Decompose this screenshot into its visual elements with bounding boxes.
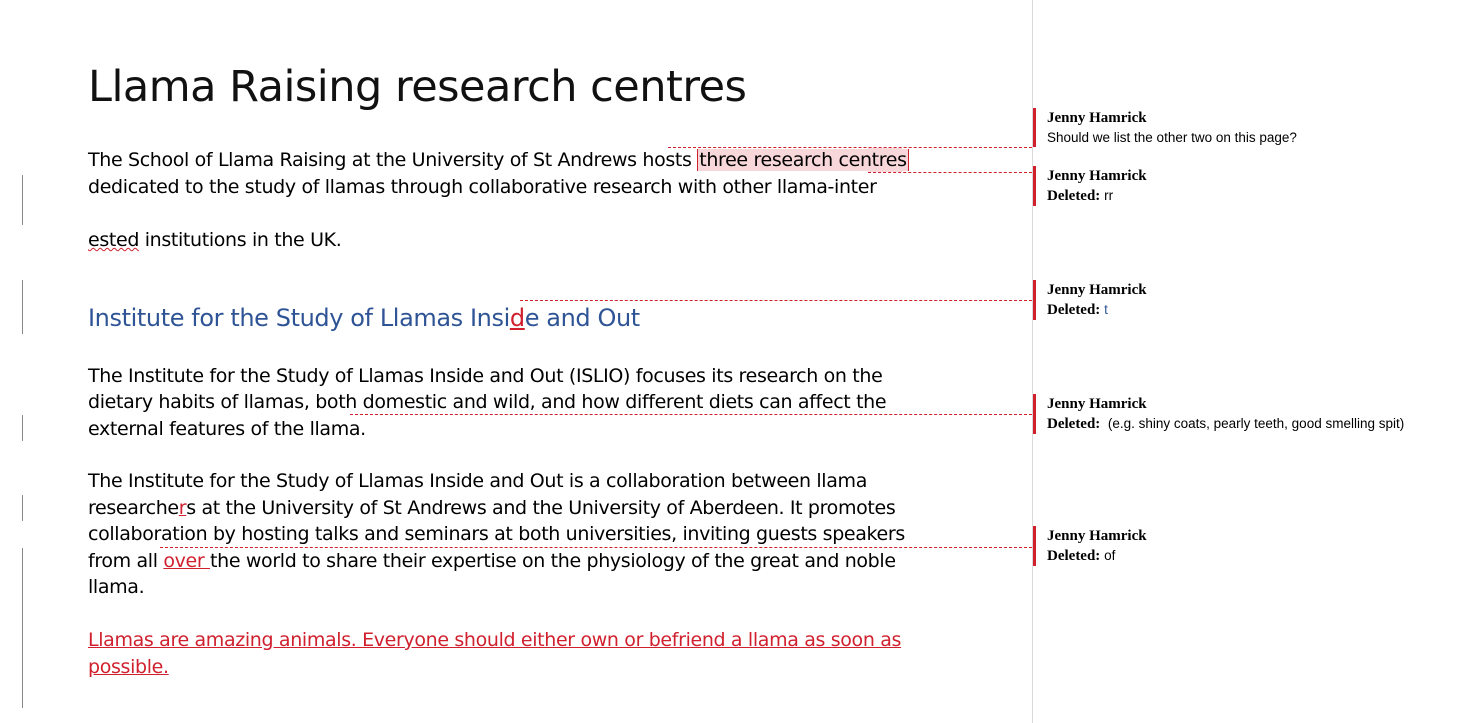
text-run: the world to share their expertise on the physiology of the great and noble <box>210 550 896 572</box>
text-run: The School of Llama Raising at the University of St Andrews hosts <box>88 149 698 171</box>
deleted-text: (e.g. shiny coats, pearly teeth, good smelling spit) <box>1104 416 1405 431</box>
text-run: researche <box>88 497 179 519</box>
revision-balloon[interactable] <box>1033 166 1147 206</box>
text-run: from all <box>88 550 164 572</box>
paragraph-line[interactable]: dietary habits of llamas, both domestic and wild, and how different diets can affect the <box>88 391 887 413</box>
paragraph-line[interactable] <box>88 548 896 574</box>
comment-balloon[interactable] <box>1033 108 1297 147</box>
change-bar <box>22 495 23 521</box>
paragraph-line[interactable] <box>88 227 341 253</box>
revision-balloon[interactable] <box>1033 280 1147 320</box>
paragraph-line[interactable] <box>88 147 909 173</box>
revision-balloon[interactable] <box>1033 394 1404 434</box>
paragraph-line[interactable]: dedicated to the study of llamas through collaborative research with other llama-inter <box>88 176 877 198</box>
paragraph-line[interactable]: external features of the llama. <box>88 418 366 440</box>
inserted-paragraph-line[interactable]: possible. <box>88 656 169 678</box>
revision-balloon[interactable] <box>1033 526 1147 566</box>
balloon-author: Jenny Hamrick <box>1047 528 1147 544</box>
balloon-author: Jenny Hamrick <box>1047 282 1147 298</box>
balloon-leader-line <box>520 300 1032 301</box>
deleted-label: Deleted: <box>1047 548 1101 564</box>
spelling-error[interactable]: ested <box>88 229 140 251</box>
paragraph-line[interactable]: The Institute for the Study of Llamas Inside and Out is a collaboration between llama <box>88 470 867 492</box>
change-bar <box>22 415 23 441</box>
balloon-author: Jenny Hamrick <box>1047 396 1147 412</box>
section-heading[interactable] <box>88 304 640 332</box>
text-run: Institute for the Study of Llamas Insi <box>88 304 510 332</box>
balloon-author: Jenny Hamrick <box>1047 110 1147 126</box>
change-bar <box>22 175 23 225</box>
text-run: e and Out <box>524 304 640 332</box>
inserted-paragraph-line[interactable]: Llamas are amazing animals. Everyone should either own or befriend a llama as soon as <box>88 629 902 651</box>
balloon-author: Jenny Hamrick <box>1047 168 1147 184</box>
deleted-text: rr <box>1104 188 1114 203</box>
change-bar <box>22 280 23 334</box>
deleted-label: Deleted: <box>1047 302 1101 318</box>
commented-text[interactable]: three research centres <box>699 149 907 171</box>
text-run: s at the University of St Andrews and the University of Aberdeen. It promotes <box>186 497 896 519</box>
deleted-label: Deleted: <box>1047 188 1101 204</box>
deleted-label: Deleted: <box>1047 416 1101 432</box>
balloon-leader-line <box>350 414 1032 415</box>
paragraph-line[interactable]: collaboration by hosting talks and seminars at both universities, inviting guests speakers <box>88 523 905 545</box>
paragraph-line[interactable]: The Institute for the Study of Llamas Inside and Out (ISLIO) focuses its research on the <box>88 365 883 387</box>
deleted-text: of <box>1104 548 1116 563</box>
comment-text: Should we list the other two on this page? <box>1047 130 1297 145</box>
balloon-leader-line <box>160 547 1032 548</box>
balloon-leader-line <box>868 172 1032 173</box>
balloon-leader-line <box>668 147 1032 148</box>
inserted-text[interactable]: r <box>178 497 187 519</box>
deleted-text: t <box>1104 302 1108 317</box>
paragraph-line[interactable]: llama. <box>88 576 145 598</box>
change-bar <box>22 548 23 708</box>
paragraph-line[interactable] <box>88 495 895 521</box>
inserted-text[interactable]: d <box>509 304 525 332</box>
document-title[interactable]: Llama Raising research centres <box>88 62 747 112</box>
text-run: institutions in the UK. <box>139 229 342 251</box>
inserted-text[interactable]: over <box>163 550 211 572</box>
